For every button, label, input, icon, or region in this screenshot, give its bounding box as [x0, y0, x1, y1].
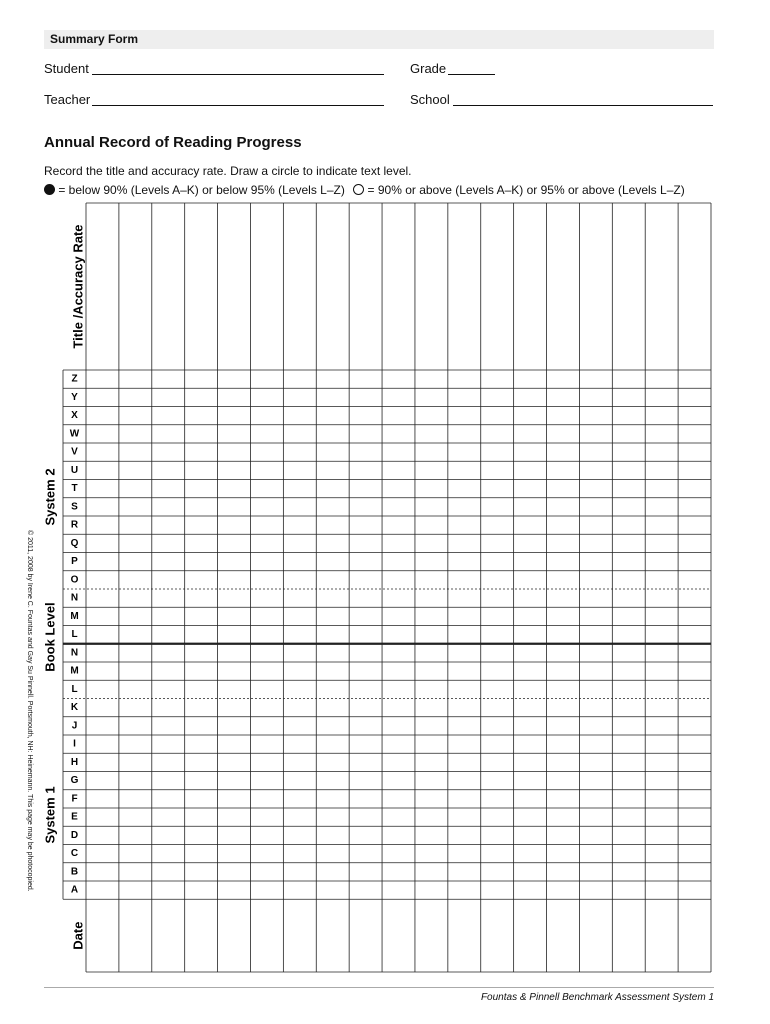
level-label: S [71, 501, 78, 513]
system1-label: System 1 [42, 786, 58, 844]
level-label: J [71, 720, 78, 732]
level-label: I [73, 738, 76, 750]
footer-text: Fountas & Pinnell Benchmark Assessment System 1 [480, 992, 714, 1003]
level-label: V [71, 446, 78, 458]
level-label: L [71, 683, 78, 695]
level-label: O [70, 574, 79, 586]
level-label: D [70, 829, 79, 841]
level-label: R [70, 519, 79, 531]
level-label: H [70, 756, 79, 768]
level-label: N [70, 647, 79, 659]
level-label: Y [71, 391, 78, 403]
section-title: Annual Record of Reading Progress [44, 134, 302, 151]
teacher-label: Teacher [44, 92, 91, 107]
date-label: Date [70, 921, 86, 950]
level-label: Q [70, 537, 79, 549]
level-label: G [70, 775, 79, 787]
level-label: P [71, 556, 78, 568]
system2-label: System 2 [42, 468, 58, 526]
legend-filled-text: = below 90% (Levels A–K) or below 95% (Levels L–Z) [58, 183, 345, 197]
level-label: C [70, 848, 79, 860]
footer-divider [44, 987, 714, 988]
level-label: M [70, 665, 79, 677]
level-label: L [71, 629, 78, 641]
grade-label: Grade [410, 61, 447, 76]
title-accuracy-label: Title /Accuracy Rate [70, 224, 86, 349]
level-label: W [69, 428, 80, 440]
level-label: U [70, 464, 79, 476]
form-title: Summary Form [50, 32, 139, 46]
level-label: E [71, 811, 78, 823]
book-level-label: Book Level [42, 602, 58, 672]
level-label: N [70, 592, 79, 604]
level-label: T [71, 483, 78, 495]
copyright-text: © 2011, 2008 by Irene C. Fountas and Gay Su Pinnell. Portsmouth, NH: Heinemann. This page may be photocopied. [26, 530, 33, 892]
school-label: School [410, 92, 450, 107]
legend-open-text: = 90% or above (Levels A–K) or 95% or above (Levels L–Z) [367, 183, 685, 197]
level-label: A [70, 884, 79, 896]
level-label: K [70, 702, 79, 714]
level-label: X [71, 410, 78, 422]
level-label: B [70, 866, 79, 878]
student-label: Student [44, 61, 89, 76]
level-label: Z [71, 373, 78, 385]
instruction-text: Record the title and accuracy rate. Draw a circle to indicate text level. [44, 164, 412, 178]
level-label: M [70, 610, 79, 622]
level-label: F [71, 793, 78, 805]
